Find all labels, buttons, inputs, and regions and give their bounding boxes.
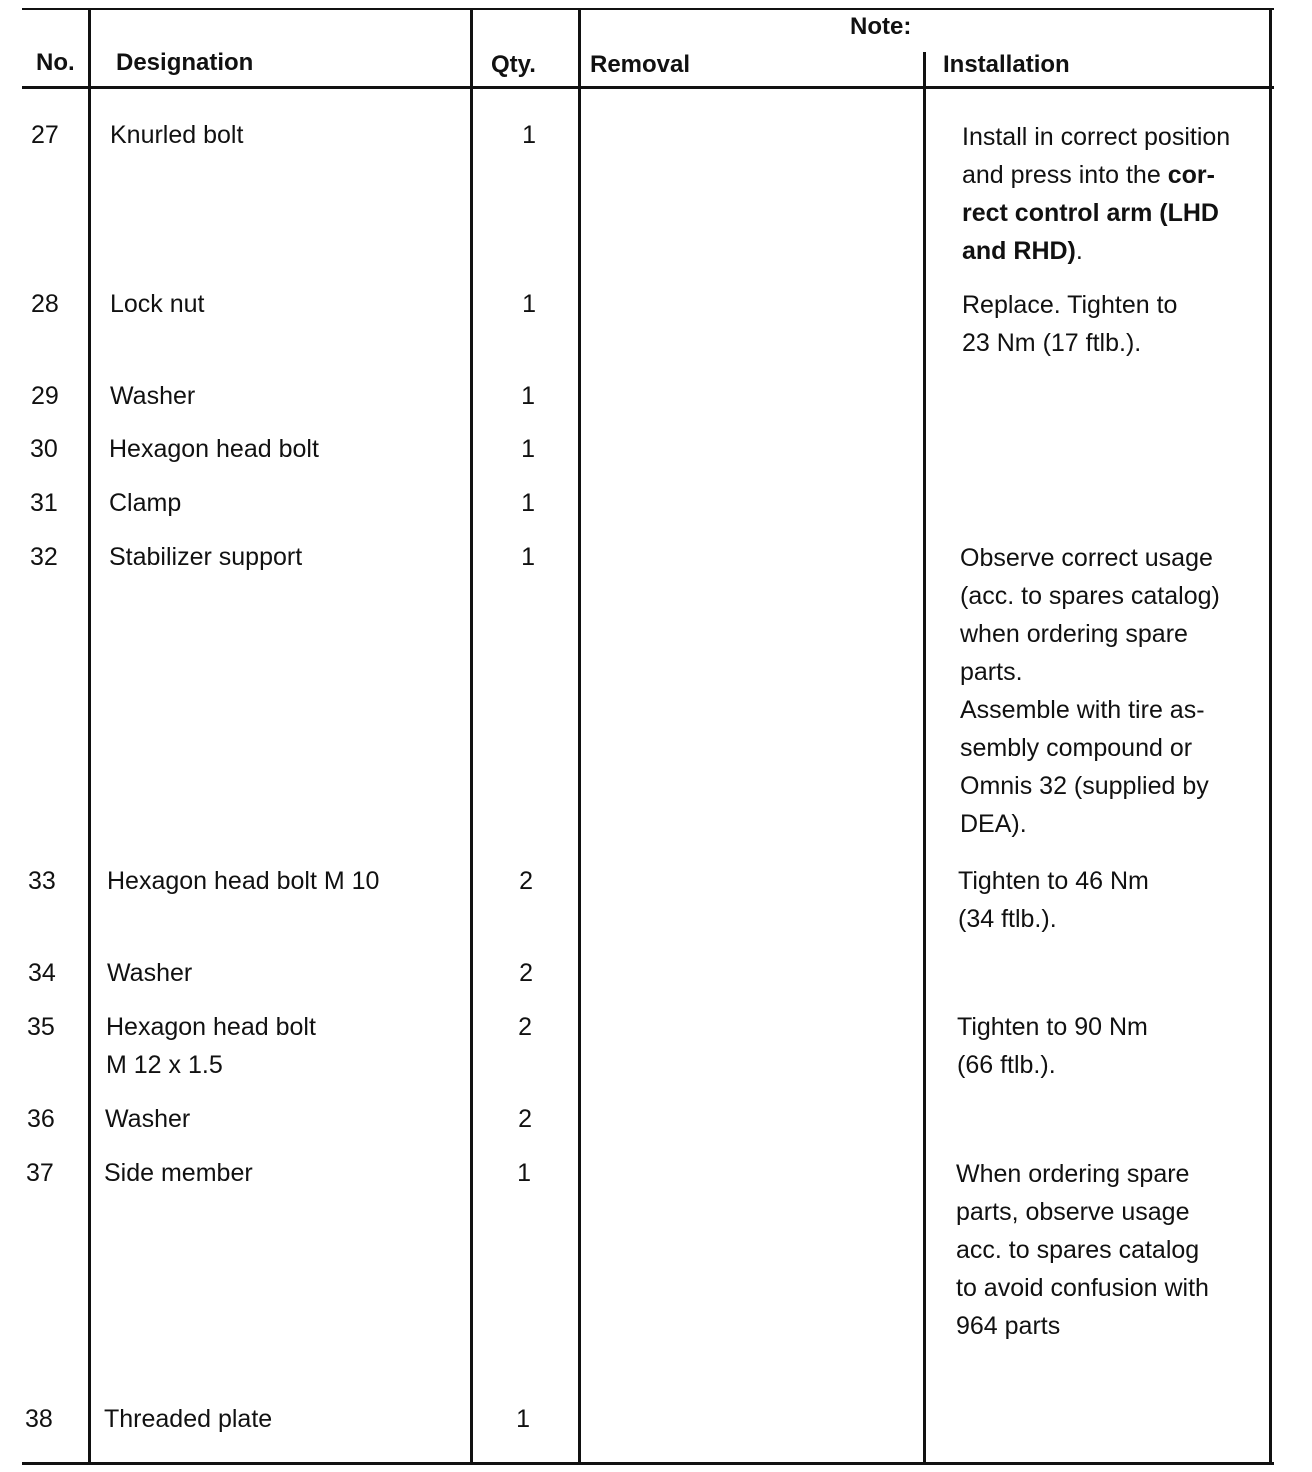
header-designation: Designation <box>116 49 254 76</box>
row-37-installation: When ordering spare parts, observe usage acc. to spares catalog to avoid confusion with 964 parts <box>956 1160 1209 1340</box>
row-32-designation: Stabilizer support <box>109 543 303 571</box>
row-30-no: 30 <box>30 435 58 463</box>
row-27-designation: Knurled bolt <box>110 121 244 149</box>
row-28-no: 28 <box>31 290 59 318</box>
top-border <box>22 8 1274 10</box>
row-30-qty: 1 <box>521 435 535 463</box>
col-divider-removal <box>923 52 926 1464</box>
row-36-qty: 2 <box>518 1105 532 1133</box>
row-32-no: 32 <box>30 543 58 571</box>
row-35-designation: Hexagon head bolt M 12 x 1.5 <box>106 1013 316 1079</box>
row-34-no: 34 <box>28 959 56 987</box>
row-31-designation: Clamp <box>109 489 182 517</box>
row-32-installation: Observe correct usage (acc. to spares catalog) when ordering spare parts. Assemble with tire as- sembly compound or Omnis 32 (supplied by DEA). <box>960 544 1220 838</box>
row-29-qty: 1 <box>521 382 535 410</box>
row-34-designation: Washer <box>107 959 193 987</box>
row-27-installation-text: Install in correct position and press into the <box>962 123 1231 189</box>
col-divider-no <box>88 8 91 1464</box>
row-37-designation: Side member <box>104 1159 253 1187</box>
header-note: Note: <box>850 13 912 40</box>
row-29-no: 29 <box>31 382 59 410</box>
row-38-qty: 1 <box>516 1405 530 1433</box>
header-removal: Removal <box>590 51 691 78</box>
row-36-designation: Washer <box>105 1105 191 1133</box>
col-divider-designation <box>470 8 473 1464</box>
row-27-qty: 1 <box>522 121 536 149</box>
row-28-installation: Replace. Tighten to 23 Nm (17 ftlb.). <box>962 291 1178 357</box>
right-border <box>1269 8 1272 1464</box>
header-installation: Installation <box>943 51 1070 78</box>
row-28-qty: 1 <box>522 290 536 318</box>
row-33-qty: 2 <box>519 867 533 895</box>
row-33-designation: Hexagon head bolt M 10 <box>107 867 380 895</box>
row-37-qty: 1 <box>517 1159 531 1187</box>
header-no: No. <box>36 49 75 76</box>
row-38-designation: Threaded plate <box>104 1405 273 1433</box>
row-27-installation <box>962 118 1230 270</box>
row-37-no: 37 <box>26 1159 54 1187</box>
row-35-qty: 2 <box>518 1013 532 1041</box>
row-33-no: 33 <box>28 867 56 895</box>
row-30-designation: Hexagon head bolt <box>109 435 319 463</box>
row-33-installation: Tighten to 46 Nm (34 ftlb.). <box>958 867 1149 933</box>
row-29-designation: Washer <box>110 382 196 410</box>
row-32-qty: 1 <box>521 543 535 571</box>
row-35-installation: Tighten to 90 Nm (66 ftlb.). <box>957 1013 1148 1079</box>
row-31-qty: 1 <box>521 489 535 517</box>
bottom-border <box>22 1462 1274 1465</box>
row-31-no: 31 <box>30 489 58 517</box>
row-27-installation-emphasis: cor- rect control arm (LHD and RHD) <box>962 161 1219 265</box>
row-38-no: 38 <box>25 1405 53 1433</box>
row-27-installation-end: . <box>1075 237 1083 265</box>
row-28-designation: Lock nut <box>110 290 205 318</box>
header-qty: Qty. <box>491 51 536 78</box>
row-35-no: 35 <box>27 1013 55 1041</box>
row-27-no: 27 <box>31 121 59 149</box>
header-divider <box>22 86 1274 89</box>
row-34-qty: 2 <box>519 959 533 987</box>
row-36-no: 36 <box>27 1105 55 1133</box>
col-divider-qty <box>578 8 581 1464</box>
